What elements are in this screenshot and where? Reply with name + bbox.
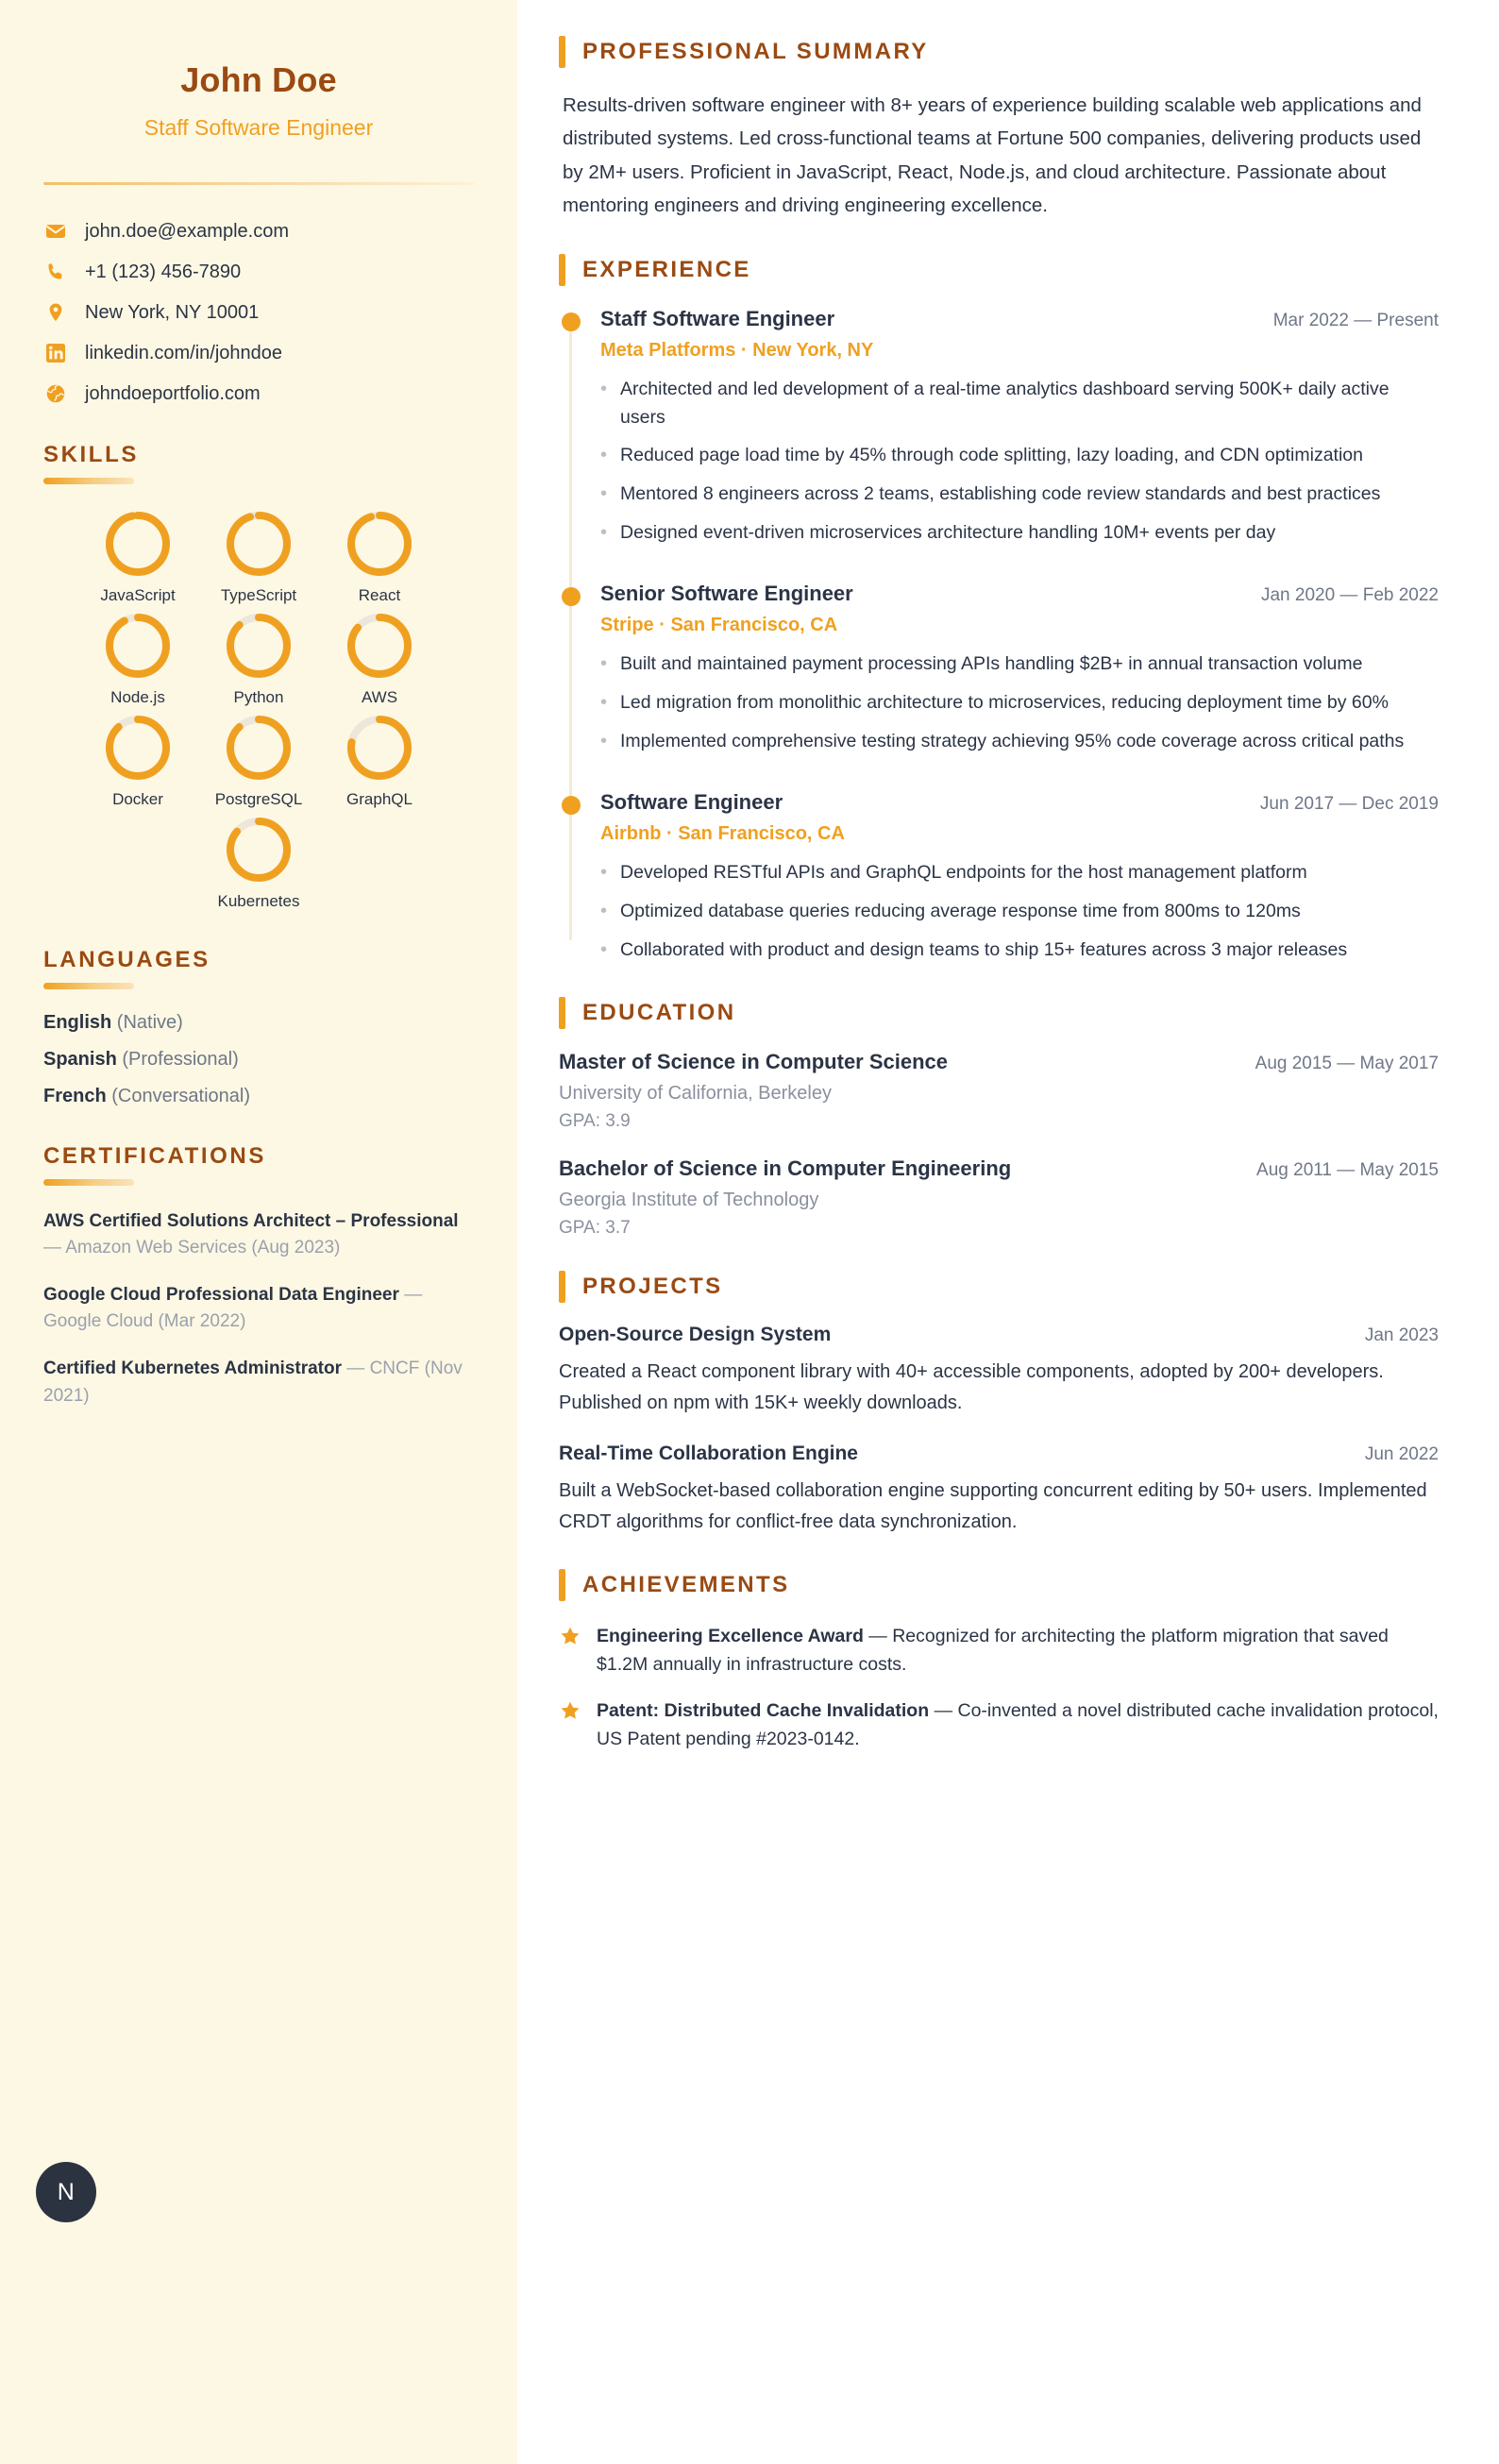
education-header — [559, 1050, 1439, 1074]
education-gpa: GPA: 3.9 — [559, 1111, 631, 1132]
bullet-dot-icon: • — [600, 445, 608, 466]
job-bullet — [600, 688, 1439, 717]
skill-label: PostgreSQL — [214, 790, 303, 808]
skill-progress-ring — [224, 611, 294, 681]
contact-row[interactable] — [43, 260, 474, 284]
experience-section-header — [559, 254, 1439, 286]
job-bullet — [600, 480, 1439, 509]
header-divider — [43, 182, 474, 185]
linkedin-icon — [43, 341, 68, 365]
skill-item — [203, 611, 314, 707]
skill-label: React — [358, 586, 401, 604]
skills-grid — [43, 509, 474, 911]
bullet-text: Led migration from monolithic architecture to microservices, reducing deployment time by 60% — [620, 692, 1389, 714]
project-item — [559, 1324, 1439, 1418]
avatar — [36, 2162, 96, 2222]
job-organization: Airbnb · San Francisco, CA — [600, 823, 845, 845]
language-name: Spanish — [43, 1049, 117, 1070]
skill-label: AWS — [361, 688, 398, 706]
job-bullets — [600, 375, 1439, 548]
bullet-text: Collaborated with product and design teams to ship 15+ features across 3 major releases — [620, 939, 1348, 961]
page-title: John Doe — [180, 60, 337, 99]
star-icon — [559, 1625, 581, 1679]
job-bullet — [600, 858, 1439, 887]
education-item — [559, 1156, 1439, 1239]
job-bullets — [600, 858, 1439, 965]
education-heading: EDUCATION — [582, 1000, 736, 1026]
timeline-dot-icon — [562, 796, 581, 815]
skill-label: TypeScript — [220, 586, 297, 604]
email-icon — [43, 219, 68, 244]
skill-progress-ring — [224, 815, 294, 885]
certification-dash: — — [43, 1238, 61, 1258]
education-degree: Master of Science in Computer Science — [559, 1050, 949, 1074]
section-accent-bar — [559, 1271, 565, 1303]
contact-row[interactable] — [43, 300, 474, 325]
achievement-item — [559, 1696, 1439, 1754]
skill-progress-ring — [345, 713, 414, 783]
languages-section-header — [43, 947, 474, 989]
location-pin-icon — [43, 300, 68, 325]
skill-item — [203, 713, 314, 809]
skill-progress-ring — [224, 713, 294, 783]
section-accent-bar — [559, 36, 565, 68]
bullet-dot-icon: • — [600, 862, 608, 884]
bullet-dot-icon: • — [600, 939, 608, 961]
job-title: Senior Software Engineer — [600, 582, 853, 606]
bullet-dot-icon: • — [600, 483, 608, 505]
job-title: Software Engineer — [600, 790, 783, 815]
job-title: Staff Software Engineer — [600, 307, 835, 330]
skill-label: JavaScript — [100, 586, 176, 604]
certifications-section-header — [43, 1143, 474, 1186]
job-organization: Meta Platforms · New York, NY — [600, 340, 874, 361]
skills-heading-underline — [43, 478, 134, 484]
timeline-line — [569, 320, 572, 940]
bullet-dot-icon: • — [600, 692, 608, 714]
languages-list — [43, 1012, 474, 1107]
contact-value: New York, NY 10001 — [85, 301, 260, 323]
bullet-dot-icon: • — [600, 379, 608, 399]
timeline-dot-icon — [562, 312, 581, 331]
certification-item — [43, 1208, 474, 1261]
skill-item — [203, 509, 314, 605]
achievement-text — [597, 1696, 1439, 1754]
job-dates: Jun 2017 — Dec 2019 — [1259, 794, 1439, 815]
project-header — [559, 1443, 1439, 1465]
contact-list — [43, 219, 474, 406]
education-section — [559, 997, 1439, 1239]
bullet-dot-icon: • — [600, 522, 608, 544]
language-item — [43, 1012, 474, 1034]
achievement-detail: Co-invented a novel distributed cache invalidation protocol, US Patent pending #2023-0142. — [597, 1699, 1439, 1750]
skill-progress-ring — [345, 611, 414, 681]
certification-issuer: CNCF — [369, 1359, 420, 1379]
bullet-text: Architected and led development of a real-time analytics dashboard serving 500K+ daily active users — [620, 379, 1390, 429]
job-bullet — [600, 936, 1439, 965]
project-name: Real-Time Collaboration Engine — [559, 1443, 858, 1465]
contact-value: linkedin.com/in/johndoe — [85, 342, 283, 363]
experience-item — [600, 307, 1439, 548]
skill-progress-ring — [103, 713, 173, 783]
avatar-initial: N — [57, 2178, 76, 2205]
achievement-dash: — — [934, 1699, 953, 1721]
language-level: (Native) — [116, 1012, 183, 1033]
achievement-text — [597, 1622, 1439, 1679]
education-list — [559, 1050, 1439, 1239]
bullet-text: Implemented comprehensive testing strategy achieving 95% code coverage across critical paths — [620, 731, 1405, 752]
skill-item — [324, 509, 435, 605]
bullet-text: Developed RESTful APIs and GraphQL endpoints for the host management platform — [620, 862, 1307, 884]
achievement-dash: — — [868, 1626, 887, 1646]
language-name: French — [43, 1086, 107, 1106]
education-gpa: GPA: 3.7 — [559, 1218, 631, 1239]
projects-section-header — [559, 1271, 1439, 1303]
education-degree: Bachelor of Science in Computer Engineering — [559, 1156, 1012, 1181]
education-dates: Aug 2011 — May 2015 — [1256, 1160, 1439, 1181]
certification-issuer: Google Cloud — [43, 1311, 154, 1332]
certifications-heading-underline — [43, 1179, 134, 1186]
globe-icon — [43, 381, 68, 406]
certification-issuer: Amazon Web Services — [65, 1238, 247, 1258]
language-level: (Professional) — [122, 1049, 239, 1070]
education-section-header — [559, 997, 1439, 1029]
bullet-text: Designed event-driven microservices architecture handling 10M+ events per day — [620, 522, 1276, 544]
experience-header — [600, 790, 1439, 815]
skill-item — [324, 611, 435, 707]
project-date: Jun 2022 — [1364, 1444, 1439, 1465]
contact-value: john.doe@example.com — [85, 220, 289, 242]
skill-progress-ring — [224, 509, 294, 579]
language-item — [43, 1049, 474, 1071]
job-dates: Jan 2020 — Feb 2022 — [1260, 585, 1439, 606]
achievements-heading: ACHIEVEMENTS — [582, 1572, 790, 1597]
education-item — [559, 1050, 1439, 1132]
certification-item — [43, 1356, 474, 1409]
projects-list — [559, 1324, 1439, 1537]
experience-timeline — [559, 307, 1439, 965]
achievements-section-header — [559, 1569, 1439, 1601]
timeline-dot-icon — [562, 587, 581, 606]
skill-item — [203, 815, 314, 911]
skill-label: Python — [233, 688, 284, 706]
section-accent-bar — [559, 1569, 565, 1601]
experience-header — [600, 582, 1439, 606]
certification-date: (Mar 2022) — [158, 1311, 246, 1332]
language-level: (Conversational) — [111, 1086, 250, 1106]
skill-progress-ring — [103, 509, 173, 579]
profile-headline: Staff Software Engineer — [143, 115, 374, 140]
contact-value: +1 (123) 456-7890 — [85, 261, 242, 282]
project-description: Built a WebSocket-based collaboration engine supporting concurrent editing by 50+ users. Implemented CRDT algorithms for conflict-free data synchronization. — [559, 1480, 1427, 1532]
certification-dash: — — [404, 1285, 423, 1306]
language-name: English — [43, 1012, 112, 1033]
certification-item — [43, 1282, 474, 1335]
phone-icon — [43, 260, 68, 284]
skill-item — [82, 713, 194, 809]
project-name: Open-Source Design System — [559, 1324, 832, 1346]
certification-dash: — — [346, 1359, 365, 1379]
projects-section — [559, 1271, 1439, 1537]
achievements-list — [559, 1622, 1439, 1754]
bullet-dot-icon: • — [600, 653, 608, 675]
achievement-detail: Recognized for architecting the platform migration that saved $1.2M annually in infrastructure costs. — [597, 1626, 1389, 1676]
skill-label: GraphQL — [346, 790, 413, 808]
education-dates: Aug 2015 — May 2017 — [1255, 1054, 1439, 1074]
bullet-dot-icon: • — [600, 901, 608, 922]
projects-heading: PROJECTS — [582, 1274, 723, 1300]
summary-section — [559, 36, 1439, 222]
languages-heading: LANGUAGES — [43, 947, 211, 972]
job-bullets — [600, 650, 1439, 756]
summary-heading: PROFESSIONAL SUMMARY — [582, 39, 929, 64]
certifications-heading: CERTIFICATIONS — [43, 1143, 266, 1169]
certification-date: (Aug 2023) — [251, 1238, 341, 1258]
experience-item — [600, 582, 1439, 756]
summary-section-header — [559, 36, 1439, 68]
sidebar — [0, 0, 517, 2464]
skill-item — [324, 713, 435, 809]
bullet-text: Built and maintained payment processing APIs handling $2B+ in annual transaction volume — [620, 653, 1363, 675]
certification-name: AWS Certified Solutions Architect – Professional — [43, 1211, 459, 1231]
job-bullet — [600, 897, 1439, 926]
project-date: Jan 2023 — [1364, 1325, 1439, 1346]
experience-header — [600, 307, 1439, 331]
certifications-list — [43, 1208, 474, 1409]
section-accent-bar — [559, 997, 565, 1029]
experience-section — [559, 254, 1439, 965]
project-description: Created a React component library with 40+ accessible components, adopted by 200+ developers. Published on npm with 15K+ weekly downloads. — [559, 1361, 1384, 1413]
job-organization: Stripe · San Francisco, CA — [600, 615, 838, 636]
certification-name: Certified Kubernetes Administrator — [43, 1359, 343, 1379]
experience-item — [600, 790, 1439, 965]
section-accent-bar — [559, 254, 565, 286]
bullet-text: Optimized database queries reducing average response time from 800ms to 120ms — [620, 901, 1301, 922]
job-bullet — [600, 375, 1439, 431]
skill-progress-ring — [103, 611, 173, 681]
job-bullet — [600, 650, 1439, 679]
skill-item — [82, 509, 194, 605]
skill-label: Docker — [112, 790, 163, 808]
job-bullet — [600, 727, 1439, 756]
bullet-dot-icon: • — [600, 731, 608, 752]
bullet-text: Reduced page load time by 45% through code splitting, lazy loading, and CDN optimization — [620, 445, 1363, 466]
project-item — [559, 1443, 1439, 1537]
job-bullet — [600, 518, 1439, 548]
achievement-title: Patent: Distributed Cache Invalidation — [597, 1699, 930, 1721]
education-header — [559, 1156, 1439, 1181]
languages-heading-underline — [43, 983, 134, 989]
main-content — [517, 0, 1499, 2464]
achievement-title: Engineering Excellence Award — [597, 1626, 864, 1646]
skills-section-header — [43, 442, 474, 484]
skill-label: Node.js — [110, 688, 165, 706]
certification-date: (Nov 2021) — [43, 1359, 463, 1406]
certification-name: Google Cloud Professional Data Engineer — [43, 1285, 399, 1306]
achievement-item — [559, 1622, 1439, 1679]
skill-progress-ring — [345, 509, 414, 579]
skill-label: Kubernetes — [217, 892, 300, 910]
job-bullet — [600, 441, 1439, 470]
language-item — [43, 1086, 474, 1107]
star-icon — [559, 1699, 581, 1754]
summary-text: Results-driven software engineer with 8+ years of experience building scalable web applications and distributed systems. Led cross-functional teams at Fortune 500 companies, delivering products used by 2M+ users. Proficient in JavaScript, React, Node.js, and cloud architecture. Passionate about mentoring engineers and driving engineering excellence. — [563, 94, 1422, 216]
project-header — [559, 1324, 1439, 1346]
achievements-section — [559, 1569, 1439, 1754]
contact-row[interactable] — [43, 381, 474, 406]
job-dates: Mar 2022 — Present — [1272, 311, 1439, 330]
education-school: University of California, Berkeley — [559, 1083, 832, 1105]
skill-item — [82, 611, 194, 707]
experience-heading: EXPERIENCE — [582, 257, 751, 282]
skills-heading: SKILLS — [43, 442, 139, 467]
bullet-text: Mentored 8 engineers across 2 teams, establishing code review standards and best practices — [620, 483, 1381, 505]
contact-row[interactable] — [43, 219, 474, 244]
education-school: Georgia Institute of Technology — [559, 1190, 819, 1211]
contact-row[interactable] — [43, 341, 474, 365]
contact-value: johndoeportfolio.com — [85, 382, 261, 404]
